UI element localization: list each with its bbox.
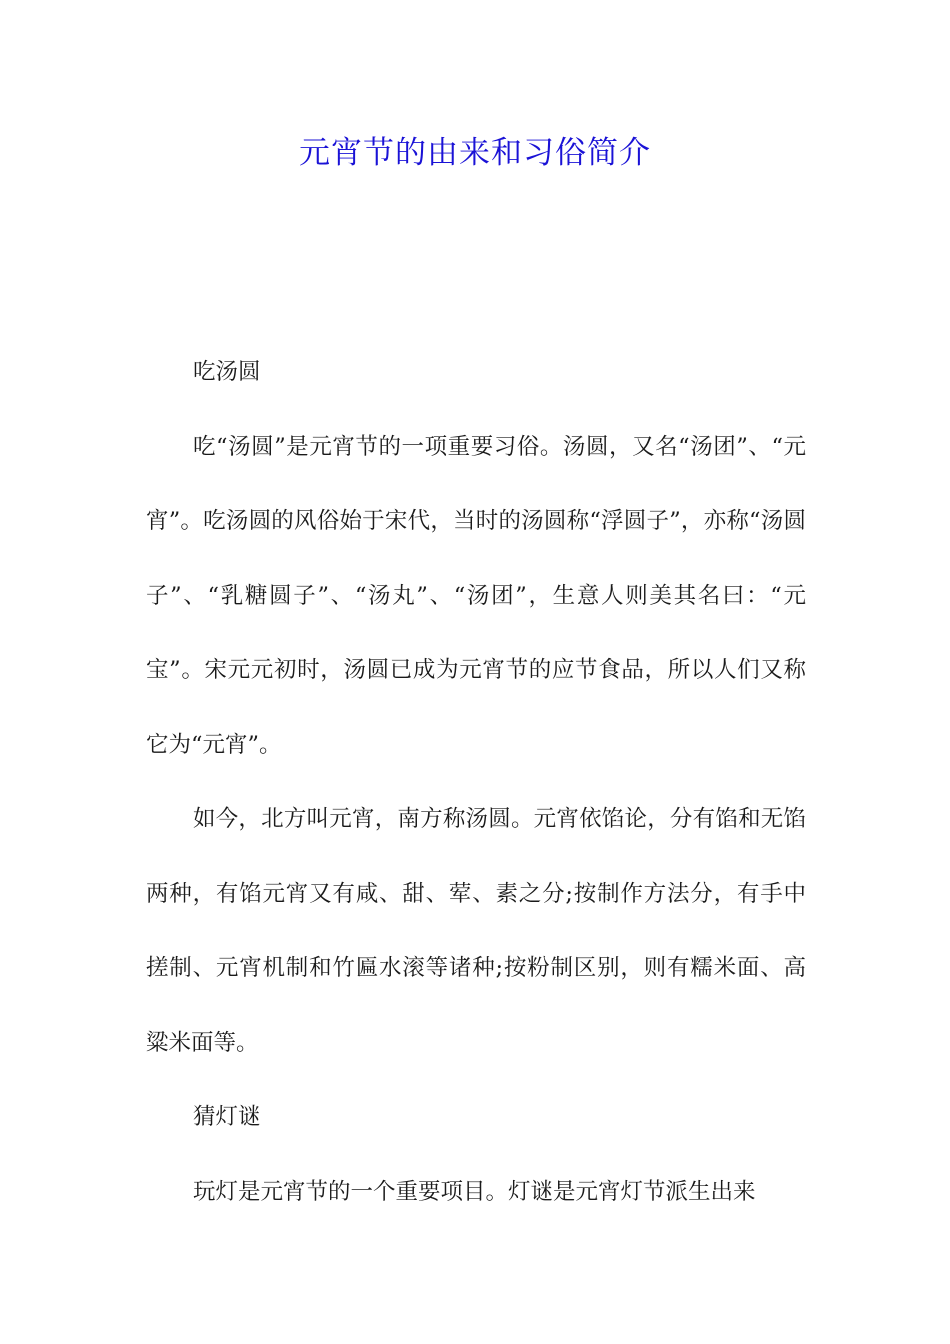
paragraph-tangyuan-origin: 吃“汤圆”是元宵节的一项重要习俗。汤圆，又名“汤团”、“元宵”。吃汤圆的风俗始于宋代，当时的汤圆称“浮圆子”，亦称“汤圆子”、“乳糖圆子”、“汤丸”、“汤团”，生意人则美其名曰：“元宝”。宋元元初时，汤圆已成为元宵节的应节食品，所以人们又称它为“元宵”。 bbox=[146, 433, 806, 758]
section-heading-tangyuan: 吃汤圆 bbox=[193, 359, 261, 385]
paragraph-lantern-riddles: 玩灯是元宵节的一个重要项目。灯谜是元宵灯节派生出来 bbox=[193, 1178, 756, 1205]
document-title: 元宵节的由来和习俗简介 bbox=[299, 135, 651, 171]
document-body bbox=[146, 335, 806, 1229]
section-heading-lantern-riddles: 猜灯谜 bbox=[193, 1104, 261, 1130]
paragraph-tangyuan-types: 如今，北方叫元宵，南方称汤圆。元宵依馅论，分有馅和无馅两种，有馅元宵又有咸、甜、荤、素之分;按制作方法分，有手中搓制、元宵机制和竹匾水滚等诸种;按粉制区别，则有糯米面、高粱米面等。 bbox=[146, 806, 806, 1056]
